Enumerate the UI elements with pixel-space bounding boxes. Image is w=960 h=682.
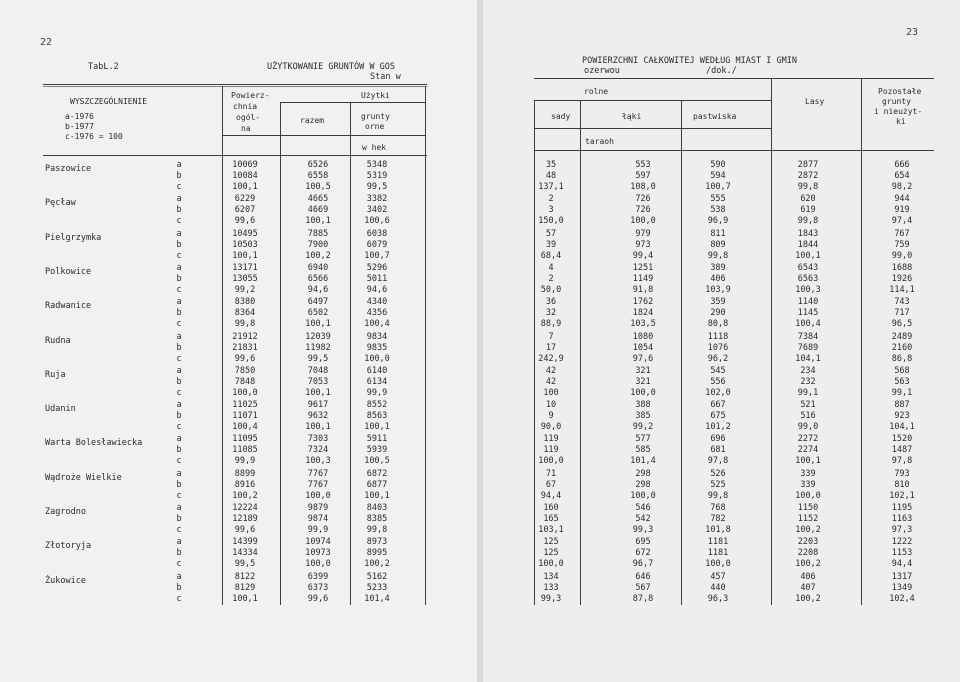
cell-lasy: 521 516 99,0 [797,400,819,433]
uzytki-rule [280,102,426,103]
cell-lasy: 339 339 100,0 [795,468,821,501]
cell-poz: 1688 1926 114,1 [889,262,915,295]
cell-pow: 11025 11071 100,4 [232,400,258,433]
cell-abc: a b c [176,537,182,570]
cell-orne: 4340 4356 100,4 [364,297,390,330]
cell-abc: a b c [176,400,182,433]
cell-lasy: 2272 2274 100,1 [795,434,821,467]
row-name: Paszowice [45,164,92,174]
cell-pastw: 545 556 102,0 [705,365,731,398]
cell-razem: 7303 7324 100,3 [305,434,331,467]
cell-orne: 8552 8563 100,1 [364,400,390,433]
cell-abc: a b c [176,262,182,295]
cell-orne: 8403 8385 99,8 [366,503,388,535]
row-name: Udanin [45,404,76,415]
row-name: Pielgrzymka [45,232,102,243]
rvline-1 [580,100,581,605]
cell-lasy: 1140 1145 100,4 [795,297,821,330]
right-header-bottom [534,150,934,151]
cell-poz: 1195 1163 97,3 [891,503,913,535]
row-name: Zagrodno [45,507,86,517]
cell-laki: 577 585 101,4 [630,434,656,467]
sady-rule [534,128,771,129]
cell-laki: 695 672 96,7 [632,537,654,570]
cell-pastw: 555 538 96,9 [707,194,729,227]
cell-sady: 35 48 137,1 [538,160,564,192]
vline-1 [222,86,223,605]
col-poz-4: ki [896,117,906,126]
cell-orne: 9834 9835 100,0 [364,331,390,364]
cell-sady: 134 133 99,3 [540,571,562,604]
cell-lasy: 2203 2208 100,2 [795,537,821,570]
cell-lasy: 7384 7689 104,1 [795,331,821,364]
cell-pastw: 696 681 97,8 [707,434,729,467]
cell-poz: 1222 1153 94,4 [891,537,913,570]
col-sady: sady [551,112,571,121]
cell-laki: 321 321 100,0 [630,365,656,398]
cell-orne: 5911 5939 100,5 [364,434,390,467]
cell-orne: 6038 6079 100,7 [364,228,390,261]
header-rule-top-2 [43,86,427,87]
col-grunty-2: orne [365,122,385,131]
vline-2 [280,102,281,605]
sub-taraoh: taraoh [585,137,614,146]
row-name: Warta Bolesławiecka [45,438,143,449]
col-grunty-1: grunty [361,112,390,121]
row-name: Rudna [45,335,71,346]
cell-laki: 1080 1054 97,6 [632,331,654,364]
cell-poz: 743 717 96,5 [891,297,913,330]
cell-orne: 5162 5233 101,4 [364,571,390,604]
cell-lasy: 234 232 99,1 [797,365,819,398]
col-pow-1: Powierz- [231,91,270,100]
cell-abc: a b c [176,194,182,227]
cell-pow: 11095 11085 99,9 [232,434,258,467]
cell-sady: 2 3 150,0 [538,194,564,227]
cell-sady: 71 67 94,4 [540,468,562,501]
col-pow-3: ogól- [236,113,261,122]
cell-razem: 12039 11982 99,5 [305,331,331,364]
cell-pow: 12224 12189 99,6 [232,503,258,535]
cell-laki: 979 973 99,4 [632,228,654,261]
cell-lasy: 1150 1152 100,2 [795,503,821,535]
rvline-4 [861,78,862,605]
cell-pastw: 359 290 80,8 [707,297,729,330]
cell-razem: 4665 4669 100,1 [305,194,331,227]
cell-sady: 10 9 90,0 [540,400,562,433]
cell-abc: a b c [176,434,182,467]
cell-pastw: 590 594 100,7 [705,160,731,192]
col-lasy: Lasy [805,97,825,106]
cell-pow: 14399 14334 99,5 [232,537,258,570]
unit-label: w hek [362,143,387,152]
row-name: Polkowice [45,266,92,277]
subheader-rule [222,135,426,136]
cell-razem: 6526 6558 100,5 [305,160,331,192]
header-rule-bottom [43,155,427,156]
cell-poz: 2489 2160 86,8 [891,331,913,364]
cell-laki: 298 298 100,0 [630,468,656,501]
row-name: Radwanice [45,301,92,312]
cell-pow: 7850 7848 100,0 [232,365,258,398]
cell-poz: 568 563 99,1 [891,365,913,398]
legend-c: c-1976 = 100 [65,132,123,141]
row-name: Złotoryja [45,541,92,552]
cell-poz: 666 654 98,2 [891,160,913,192]
cell-pow: 8899 8916 100,2 [232,468,258,501]
cell-sady: 36 32 88,9 [540,297,562,330]
cell-abc: a b c [176,468,182,501]
row-name: Wądroże Wielkie [45,472,122,483]
cell-pastw: 389 406 103,9 [705,262,731,295]
col-uzytki: Użytki [361,91,390,100]
right-header-top [534,78,934,79]
rolne-rule [534,100,771,101]
cell-pow: 10069 10084 100,1 [232,160,258,192]
cell-poz: 793 810 102,1 [889,468,915,501]
cell-razem: 6497 6502 100,1 [305,297,331,330]
cell-sady: 125 125 100,0 [538,537,564,570]
page-number-right: 23 [906,27,919,38]
cell-pow: 10495 10503 100,1 [232,228,258,261]
row-name: Pęcław [45,198,76,209]
right-title-2b: /dok./ [706,66,737,76]
cell-laki: 726 726 100,0 [630,194,656,227]
col-pastwiska: pastwiska [693,112,737,121]
cell-razem: 7767 7767 100,0 [305,468,331,501]
cell-laki: 546 542 99,3 [632,503,654,535]
legend-b: b-1977 [65,122,94,131]
cell-poz: 1520 1487 97,8 [891,434,913,467]
col-poz-1: Pozostałe [878,87,922,96]
cell-orne: 5348 5319 99,5 [366,160,388,192]
header-rule-top [43,84,427,85]
cell-orne: 6140 6134 99,9 [366,365,388,398]
vline-4 [425,86,426,605]
col-razem: razem [300,116,325,125]
cell-abc: a b c [176,160,182,192]
cell-orne: 3382 3402 100,6 [364,194,390,227]
cell-lasy: 406 407 100,2 [795,571,821,604]
cell-poz: 944 919 97,4 [891,194,913,227]
cell-pow: 8122 8129 100,1 [232,571,258,604]
cell-laki: 553 597 108,0 [630,160,656,192]
col-pow-2: chnia [233,102,258,111]
cell-lasy: 1843 1844 100,1 [795,228,821,261]
book-gutter [477,0,483,682]
cell-abc: a b c [176,365,182,398]
cell-poz: 1317 1349 102,4 [889,571,915,604]
vline-3 [350,102,351,605]
cell-orne: 8973 8995 100,2 [364,537,390,570]
cell-pastw: 526 525 99,8 [707,468,729,501]
cell-pastw: 667 675 101,2 [705,400,731,433]
col-laki: łąki [622,112,642,121]
cell-abc: a b c [176,297,182,330]
cell-pastw: 1181 1181 100,0 [705,537,731,570]
cell-orne: 6872 6877 100,1 [364,468,390,501]
rvline-2 [681,100,682,605]
cell-abc: a b c [176,571,182,604]
cell-lasy: 6543 6563 100,3 [795,262,821,295]
table-title: UŻYTKOWANIE GRUNTÓW W GOS [267,62,395,72]
cell-razem: 9617 9632 100,1 [305,400,331,433]
table-subtitle: Stan w [370,72,401,82]
cell-lasy: 2877 2872 99,8 [797,160,819,192]
cell-poz: 887 923 104,1 [889,400,915,433]
cell-razem: 10974 10973 100,0 [305,537,331,570]
row-name: Żukowice [45,575,86,586]
cell-pastw: 1118 1076 96,2 [707,331,729,364]
rvline-3 [771,78,772,605]
col-poz-3: i nieużyt- [874,107,923,116]
cell-razem: 7048 7053 100,1 [305,365,331,398]
cell-pastw: 457 440 96,3 [707,571,729,604]
page-number-left: 22 [40,37,53,48]
col-poz-2: grunty [882,97,911,106]
cell-sady: 4 2 50,0 [540,262,562,295]
cell-abc: a b c [176,503,182,535]
cell-poz: 767 759 99,0 [891,228,913,261]
table-id: TabL.2 [88,62,119,72]
cell-abc: a b c [176,331,182,364]
legend-heading: WYSZCZEGÓLNIENIE [70,97,148,106]
cell-pow: 6229 6207 99,6 [234,194,256,227]
cell-orne: 5296 5011 94,6 [366,262,388,295]
col-pow-4: na [241,124,251,133]
cell-razem: 6940 6566 94,6 [307,262,329,295]
cell-sady: 160 165 103,1 [538,503,564,535]
cell-sady: 57 39 68,4 [540,228,562,261]
cell-laki: 1251 1149 91,8 [632,262,654,295]
col-rolne: rolne [584,87,609,96]
cell-pow: 8380 8364 99,8 [234,297,256,330]
cell-sady: 119 119 100,0 [538,434,564,467]
cell-razem: 9879 9874 99,9 [307,503,329,535]
cell-razem: 7885 7900 100,2 [305,228,331,261]
cell-pastw: 811 809 99,8 [707,228,729,261]
cell-sady: 7 17 242,9 [538,331,564,364]
cell-pow: 21912 21831 99,6 [232,331,258,364]
cell-abc: a b c [176,228,182,261]
right-title-2a: ozerwou [584,66,620,76]
legend-a: a-1976 [65,112,94,121]
cell-pastw: 768 782 101,8 [705,503,731,535]
cell-pow: 13171 13055 99,2 [232,262,258,295]
cell-lasy: 620 619 99,8 [797,194,819,227]
cell-sady: 42 42 100 [543,365,559,398]
row-name: Ruja [45,369,66,380]
right-title-1: POWIERZCHNI CAŁKOWITEJ WEDŁUG MIAST I GMIN [582,56,797,66]
cell-laki: 1762 1824 103,5 [630,297,656,330]
cell-razem: 6399 6373 99,6 [307,571,329,604]
cell-laki: 388 385 99,2 [632,400,654,433]
cell-laki: 646 567 87,8 [632,571,654,604]
